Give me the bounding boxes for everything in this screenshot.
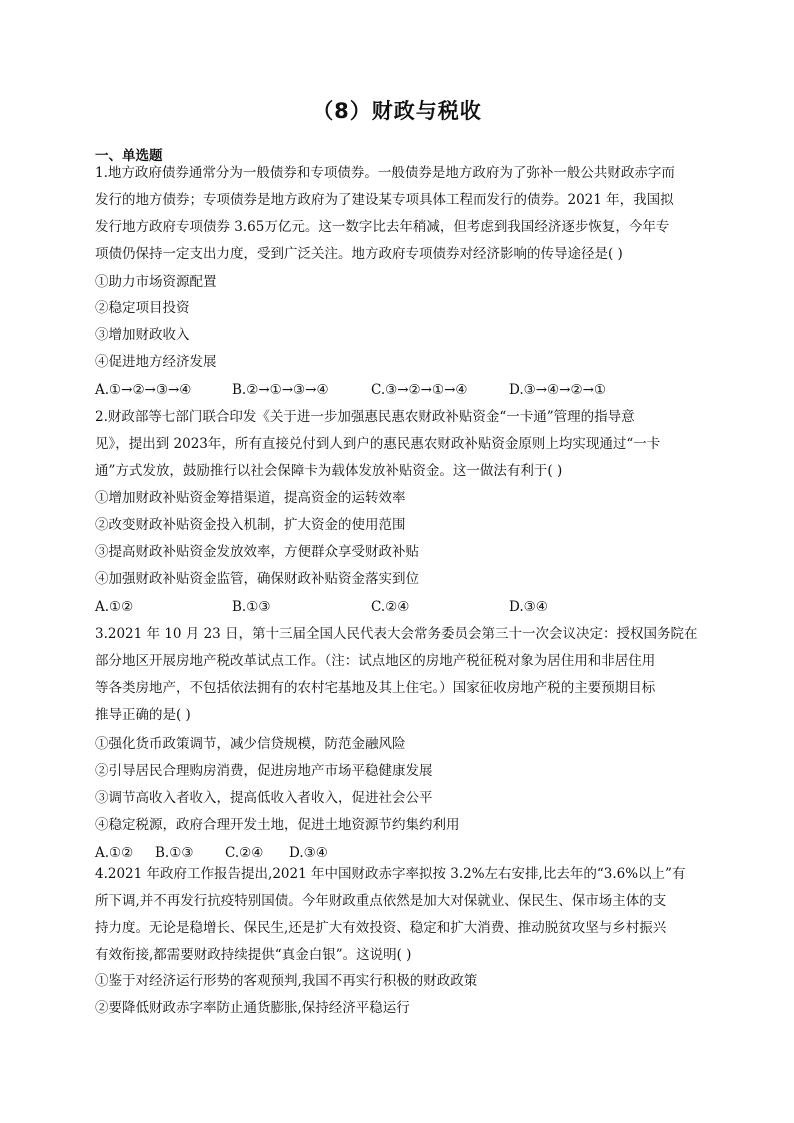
option-d: D.③④ — [509, 599, 548, 615]
question-3-item: ③调节高收入者收入，提高低收入者收入，促进社会公平 — [95, 790, 433, 806]
question-1-line: 项债仍保持一定支出力度，受到广泛关注。地方政府专项债券对经济影响的传导途径是( ) — [95, 246, 623, 262]
question-3-line: 3.2021 年 10 月 23 日，第十三届全国人民代表大会常务委员会第三十一次会议决定：授权国务院在 — [95, 626, 698, 642]
question-2-item: ③提高财政补贴资金发放效率，方便群众享受财政补贴 — [95, 544, 419, 560]
question-1-item: ③增加财政收入 — [95, 327, 190, 343]
question-4-line: 4.2021 年政府工作报告提出,2021 年中国财政赤字率拟按 3.2%左右安排,比去年的“3.6%以上”有 — [95, 866, 686, 882]
question-4-line: 所下调,并不再发行抗疫特别国债。今年财政重点依然是加大对保就业、保民生、保市场主体的支 — [95, 893, 667, 909]
option-b: B.①③ — [232, 599, 271, 615]
option-a: A.①→②→③→④ — [95, 382, 192, 398]
question-2-line: 2.财政部等七部门联合印发《关于进一步加强惠民惠农财政补贴资金“一卡通”管理的指导意 — [95, 409, 635, 425]
question-3-line: 等各类房地产，不包括依法拥有的农村宅基地及其上住宅。）国家征收房地产税的主要预期目标 — [95, 680, 656, 696]
question-3-item: ②引导居民合理购房消费，促进房地产市场平稳健康发展 — [95, 763, 433, 779]
question-2-line: 见》，提出到 2023年，所有直接兑付到人到户的惠民惠农财政补贴资金原则上均实现通过“一卡 — [95, 436, 661, 452]
option-b: B.①③ — [155, 845, 194, 861]
question-4-stem — [95, 861, 703, 969]
option-a: A.①② — [95, 845, 134, 861]
option-d: D.③→④→②→① — [509, 382, 606, 398]
question-1-item: ②稳定项目投资 — [95, 300, 190, 316]
option-b: B.②→①→③→④ — [232, 382, 329, 398]
question-2-item: ④加强财政补贴资金监管，确保财政补贴资金落实到位 — [95, 571, 419, 587]
question-1-line: 1.地方政府债券通常分为一般债券和专项债券。一般债券是地方政府为了弥补一般公共财政赤字而 — [95, 165, 675, 181]
question-1-options — [95, 380, 705, 400]
question-4-item: ①鉴于对经济运行形势的客观预判,我国不再实行积极的财政政策 — [95, 973, 478, 989]
question-2-stem — [95, 404, 703, 485]
question-3-item: ①强化货币政策调节，减少信贷规模，防范金融风险 — [95, 736, 406, 752]
document-title: （8）财政与税收 — [312, 99, 482, 123]
question-1-stem — [95, 160, 703, 268]
option-c: C.②④ — [225, 845, 264, 861]
question-3-options — [95, 843, 705, 863]
section-heading: 一、单选题 — [95, 148, 163, 164]
question-2-line: 通”方式发放，鼓励推行以社会保障卡为载体发放补贴资金。这一做法有利于( ) — [95, 463, 563, 479]
option-a: A.①② — [95, 599, 134, 615]
option-c: C.③→②→①→④ — [371, 382, 468, 398]
option-d: D.③④ — [289, 845, 328, 861]
option-c: C.②④ — [371, 599, 410, 615]
question-2-item: ①增加财政补贴资金筹措渠道，提高资金的运转效率 — [95, 490, 406, 506]
question-1-item: ①助力市场资源配置 — [95, 274, 217, 290]
question-1-line: 发行地方政府专项债券 3.65万亿元。这一数字比去年稍减，但考虑到我国经济逐步恢复，今年专 — [95, 219, 670, 235]
question-4-item: ②要降低财政赤字率防止通货膨胀,保持经济平稳运行 — [95, 1000, 410, 1016]
question-3-stem — [95, 621, 703, 729]
question-4-line: 持力度。无论是稳增长、保民生,还是扩大有效投资、稳定和扩大消费、推动脱贫攻坚与乡村振兴 — [95, 920, 667, 936]
question-2-item: ②改变财政补贴资金投入机制，扩大资金的使用范围 — [95, 517, 406, 533]
question-4-line: 有效衔接,都需要财政持续提供“真金白银”。这说明( ) — [95, 947, 412, 963]
question-3-line: 部分地区开展房地产税改革试点工作。（注：试点地区的房地产税征税对象为居住用和非居住用 — [95, 653, 656, 669]
question-1-item: ④促进地方经济发展 — [95, 354, 217, 370]
question-1-line: 发行的地方债券；专项债券是地方政府为了建设某专项具体工程而发行的债券。2021 年，我国拟 — [95, 192, 674, 208]
question-2-options — [95, 597, 705, 617]
question-3-item: ④稳定税源，政府合理开发土地，促进土地资源节约集约利用 — [95, 817, 460, 833]
question-3-line: 推导正确的是( ) — [95, 707, 191, 723]
